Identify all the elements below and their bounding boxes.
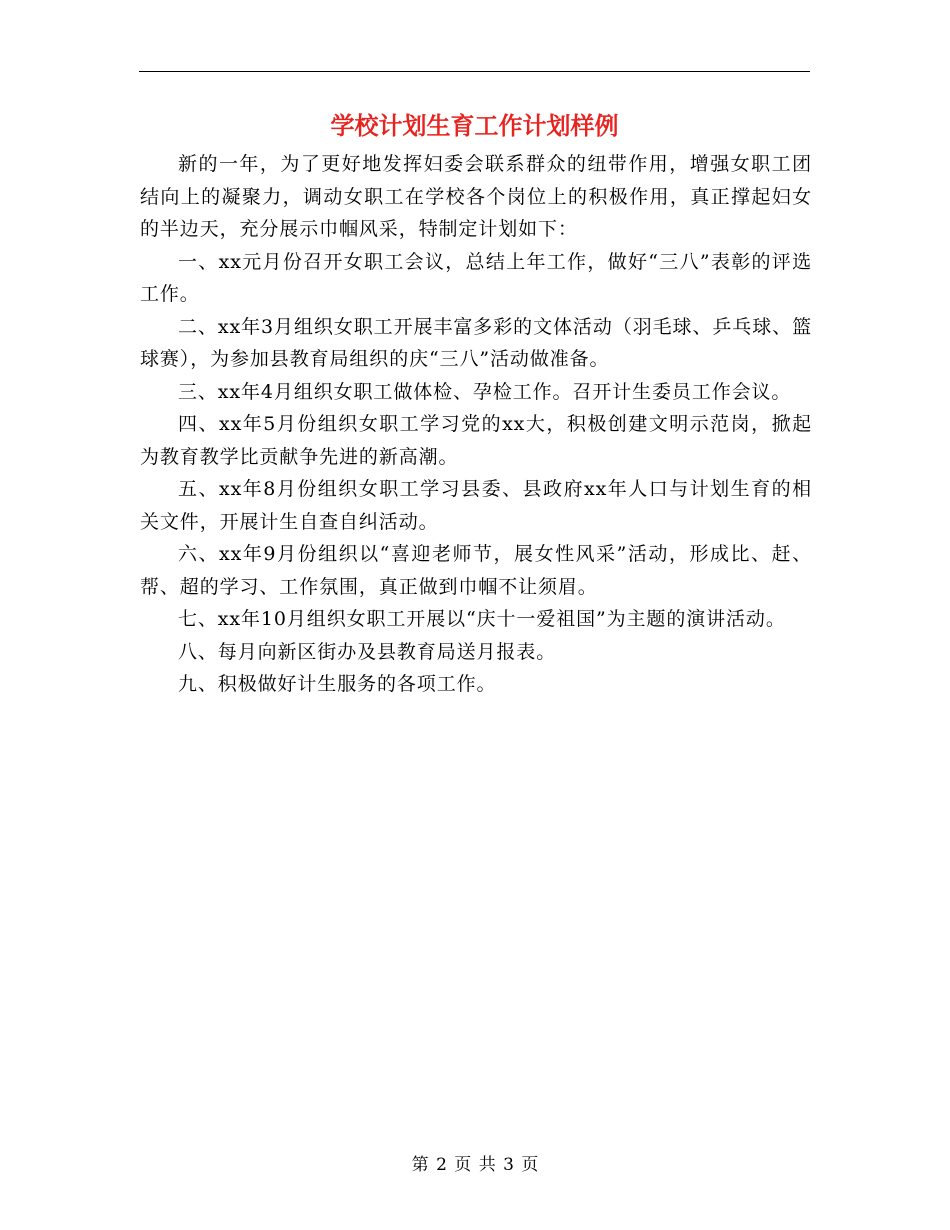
paragraph-item-5: 五、xx年8月份组织女职工学习县委、县政府xx年人口与计划生育的相关文件，开展计生自查自纠活动。 [140, 478, 812, 533]
paragraph-item-8: 八、每月向新区街办及县教育局送月报表。 [178, 640, 557, 663]
paragraph-item-9: 九、积极做好计生服务的各项工作。 [178, 673, 497, 695]
header-rule [139, 71, 810, 72]
document-body [140, 148, 812, 701]
paragraph-item-2: 二、xx年3月组织女职工开展丰富多彩的文体活动（羽毛球、乒乓球、篮球赛），为参加县教育局组织的庆“三八”活动做准备。 [140, 315, 812, 370]
paragraph-item-7: 七、xx年10月组织女职工开展以“庆十一爱祖国”为主题的演讲活动。 [178, 608, 786, 630]
paragraph-item-3: 三、xx年4月组织女职工做体检、孕检工作。召开计生委员工作会议。 [178, 380, 792, 403]
page-number-footer: 第 2 页 共 3 页 [411, 1155, 539, 1175]
paragraph-item-1: 一、xx元月份召开女职工会议，总结上年工作，做好“三八”表彰的评选工作。 [140, 250, 812, 305]
paragraph-item-4: 四、xx年5月份组织女职工学习党的xx大，积极创建文明示范岗，掀起为教育教学比贡献争先进的新高潮。 [140, 413, 812, 468]
paragraph-intro: 新的一年，为了更好地发挥妇委会联系群众的纽带作用，增强女职工团结向上的凝聚力，调动女职工在学校各个岗位上的积极作用，真正撑起妇女的半边天，充分展示巾帼风采，特制定计划如下： [140, 153, 812, 240]
document-title: 学校计划生育工作计划样例 [330, 111, 619, 140]
paragraph-item-6: 六、xx年9月份组织以“喜迎老师节，展女性风采”活动，形成比、赶、帮、超的学习、工作氛围，真正做到巾帼不让须眉。 [140, 543, 812, 598]
